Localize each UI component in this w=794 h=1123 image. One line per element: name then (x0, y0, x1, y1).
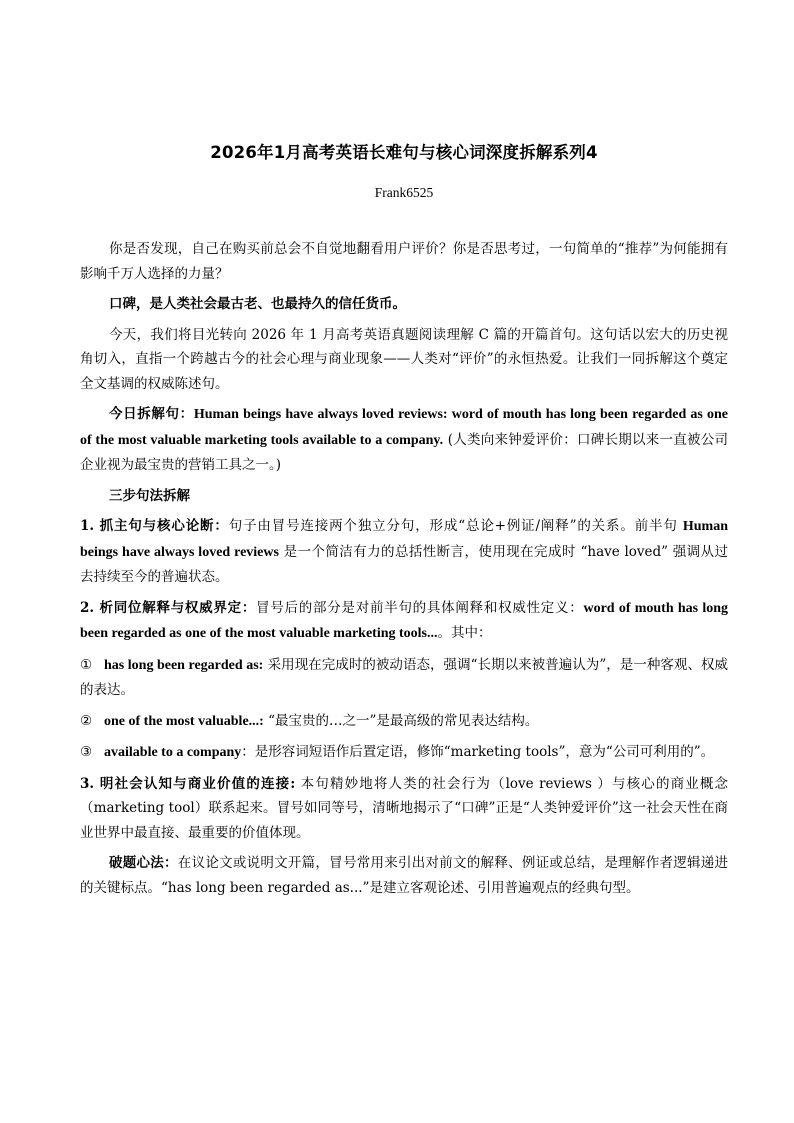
step-1-paragraph (80, 514, 728, 590)
point-3-marker: ③ (80, 744, 93, 760)
tip-paragraph (80, 851, 728, 900)
document-title: 2026年1月高考英语长难句与核心词深度拆解系列4 (210, 143, 598, 162)
step-3-text: 本句精妙地将人类的社会行为（love reviews ）与核心的商业概念（marketing tool）联系起来。冒号如同等号，清晰地揭示了“口碑”正是“人类钟爱评价”这一社会天性在商业世界中最直接、最重要的价值体现。 (80, 775, 729, 841)
point-2-english: one of the most valuable...: (104, 713, 264, 729)
target-sentence-paragraph (80, 402, 728, 478)
point-2-marker: ② (80, 712, 93, 729)
step-1-text-a: 句子由冒号连接两个独立分句，形成“总论+例证/阐释”的关系。前半句 (228, 518, 683, 534)
author-name: Frank6525 (374, 185, 434, 200)
point-1-text: 采用现在完成时的被动语态，强调“长期以来被普遍认为”，是一种客观、权威的表达。 (80, 656, 729, 698)
target-sentence-english: Human beings have always loved reviews: word of mouth has long been regarded as one of the most valuable marketing tools available to a company. (80, 407, 728, 448)
point-3-english: available to a company (104, 745, 242, 760)
context-paragraph: 今天，我们将目光转向 2026 年 1 月高考英语真题阅读理解 C 篇的开篇首句。这句话以宏大的历史视角切入，直指一个跨越古今的社会心理与商业现象——人类对“评价”的永恒热爱。让我们一同拆解这个奠定全文基调的权威陈述句。 (80, 326, 728, 392)
point-1-paragraph (80, 653, 728, 703)
point-3-text: ：是形容词短语作后置定语，修饰“marketing tools”，意为“公司可利用的”。 (241, 744, 715, 760)
tip-text: 在议论文或说明文开篇，冒号常用来引出对前文的解释、例证或总结，是理解作者逻辑递进的关键标点。“has long been regarded as...”是建立客观论述、引用普遍观点的经典句型。 (80, 855, 729, 896)
target-sentence-translation: (人类向来钟爱评价：口碑长期以来一直被公司企业视为最宝贵的营销工具之一。) (80, 431, 728, 473)
step-3-label: 3. 明社会认知与商业价值的连接: (80, 775, 296, 792)
step-1-label: 1. 抓主句与核心论断： (80, 518, 229, 534)
step-1-text-b: 是一个简洁有力的总括性断言，使用现在完成时 “have loved” 强调从过去持续至今的普遍状态。 (80, 543, 728, 585)
point-2-text: “最宝贵的…之一”是最高级的常见表达结构。 (263, 712, 539, 729)
step-2-paragraph (80, 596, 728, 647)
tip-label: 破题心法： (109, 855, 178, 871)
document-page (80, 142, 728, 900)
intro-paragraph: 你是否发现，自己在购买前总会不自觉地翻看用户评价？你是否思考过，一句简单的“推荐”为何能拥有影响千万人选择的力量？ (80, 241, 728, 282)
point-3-paragraph (80, 740, 728, 766)
step-2-english: word of mouth has long been regarded as one of the most valuable marketing tools... (80, 600, 728, 641)
step-2-text-b: 。其中： (437, 625, 492, 641)
point-2-paragraph (80, 709, 728, 735)
step-1-english: Human beings have always loved reviews (80, 519, 728, 560)
section-heading: 三步句法拆解 (109, 487, 190, 504)
point-1-marker: ① (80, 656, 93, 673)
target-sentence-label: 今日拆解句： (109, 406, 194, 422)
thesis-paragraph: 口碑，是人类社会最古老、也最持久的信任货币。 (109, 296, 406, 312)
step-3-paragraph (80, 772, 728, 846)
step-2-text-a: 冒号后的部分是对前半句的具体阐释和权威性定义： (256, 599, 584, 616)
step-2-label: 2. 析同位解释与权威界定： (80, 599, 257, 616)
point-1-english: has long been regarded as: (104, 657, 264, 673)
